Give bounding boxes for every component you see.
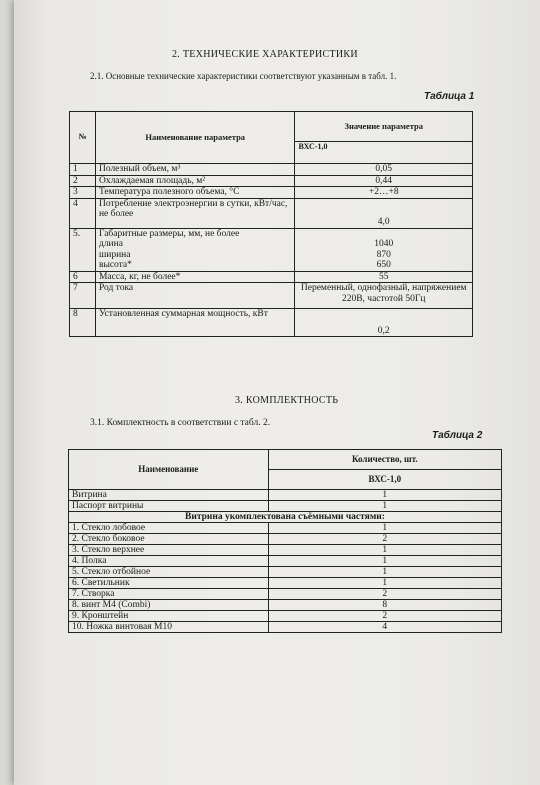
row-value: 0,44 — [295, 175, 473, 187]
part-qty: 1 — [268, 567, 501, 578]
table-row — [70, 228, 473, 271]
table-row — [69, 490, 502, 501]
table-row — [69, 578, 502, 589]
row-number: 5. — [70, 228, 96, 271]
section-2-intro: 2.1. Основные технические характеристики соответствуют указанным в табл. 1. — [90, 71, 397, 81]
part-name: 7. Створка — [69, 589, 269, 600]
table-row — [69, 622, 502, 633]
table-row — [69, 501, 502, 512]
table-1-header-number: № — [70, 112, 96, 164]
part-qty: 1 — [268, 556, 501, 567]
row-value: +2…+8 — [295, 187, 473, 199]
table-row — [69, 556, 502, 567]
part-name: 9. Кронштейн — [69, 611, 269, 622]
row-param — [95, 228, 294, 271]
row-number: 3 — [70, 187, 96, 199]
part-qty: 8 — [268, 600, 501, 611]
table-2-completeness — [68, 449, 502, 633]
row-value: 0,2 — [295, 309, 473, 337]
row-number: 4 — [70, 198, 96, 228]
table-row — [69, 545, 502, 556]
table-group-row — [69, 512, 502, 523]
dimension-length-value: 1040 — [374, 239, 394, 249]
part-qty: 1 — [268, 523, 501, 534]
dimension-length-label: длина — [98, 239, 123, 249]
part-qty: 2 — [268, 611, 501, 622]
item-qty: 1 — [268, 490, 501, 501]
table-row — [70, 309, 473, 337]
table-row — [69, 567, 502, 578]
row-value — [295, 228, 473, 271]
row-number: 1 — [70, 164, 96, 176]
part-qty: 2 — [268, 534, 501, 545]
row-param: Установленная суммарная мощность, кВт — [95, 309, 294, 337]
table-row — [69, 611, 502, 622]
table-1-header-name: Наименование параметра — [95, 112, 294, 164]
part-qty: 2 — [268, 589, 501, 600]
table-row — [70, 164, 473, 176]
section-3-title: 3. КОМПЛЕКТНОСТЬ — [235, 395, 339, 406]
table-row — [69, 534, 502, 545]
table-2-header-name: Наименование — [69, 450, 269, 490]
row-value: 4,0 — [295, 198, 473, 228]
dimension-height-value: 650 — [376, 260, 391, 270]
table-row — [70, 271, 473, 283]
row-param: Потребление электроэнергии в сутки, кВт/час, не более — [95, 198, 294, 228]
part-name: 3. Стекло верхнее — [69, 545, 269, 556]
dimension-width-label: ширина — [98, 249, 131, 260]
table-row — [70, 175, 473, 187]
row-number: 6 — [70, 271, 96, 283]
item-name: Паспорт витрины — [69, 501, 269, 512]
part-qty: 1 — [268, 578, 501, 589]
item-qty: 1 — [268, 501, 501, 512]
row-param: Температура полезного объема, °С — [95, 187, 294, 199]
dimensions-label: Габаритные размеры, мм, не более — [98, 228, 240, 239]
part-name: 1. Стекло лобовое — [69, 523, 269, 534]
table-row — [69, 523, 502, 534]
parts-group-title: Витрина укомплектована съёмными частями: — [69, 512, 502, 523]
table-1-model: ВХС-1,0 — [295, 142, 473, 164]
section-2-title: 2. ТЕХНИЧЕСКИЕ ХАРАКТЕРИСТИКИ — [172, 49, 358, 60]
table-1-specifications — [69, 111, 473, 337]
table-2-header-qty: Количество, шт. — [268, 450, 501, 470]
row-number: 7 — [70, 283, 96, 309]
dimension-width-value: 870 — [376, 249, 391, 260]
table-row — [70, 198, 473, 228]
dimension-height-label: высота* — [98, 260, 132, 270]
part-name: 8. винт М4 (Combi) — [69, 600, 269, 611]
table-row — [69, 600, 502, 611]
part-name: 5. Стекло отбойное — [69, 567, 269, 578]
row-value: 0,05 — [295, 164, 473, 176]
row-number: 8 — [70, 309, 96, 337]
part-qty: 1 — [268, 545, 501, 556]
row-param: Масса, кг, не более* — [95, 271, 294, 283]
part-name: 4. Полка — [69, 556, 269, 567]
table-1-caption: Таблица 1 — [424, 91, 475, 102]
row-value: 55 — [295, 271, 473, 283]
section-3-intro: 3.1. Комплектность в соответствии с табл. 2. — [90, 418, 271, 428]
part-name: 6. Светильник — [69, 578, 269, 589]
table-2-model: ВХС-1,0 — [268, 470, 501, 490]
row-param: Охлаждаемая площадь, м² — [95, 175, 294, 187]
part-qty: 4 — [268, 622, 501, 633]
table-row — [69, 589, 502, 600]
table-1-header-value: Значение параметра — [295, 112, 473, 142]
part-name: 2. Стекло боковое — [69, 534, 269, 545]
row-param: Полезный объем, м³ — [95, 164, 294, 176]
table-row — [70, 187, 473, 199]
row-param: Род тока — [95, 283, 294, 309]
table-2-caption: Таблица 2 — [432, 430, 483, 441]
row-value: Переменный, однофазный, напряжением 220В, частотой 50Гц — [295, 283, 473, 309]
row-number: 2 — [70, 175, 96, 187]
part-name: 10. Ножка винтовая М10 — [69, 622, 269, 633]
item-name: Витрина — [69, 490, 269, 501]
table-row — [70, 283, 473, 309]
